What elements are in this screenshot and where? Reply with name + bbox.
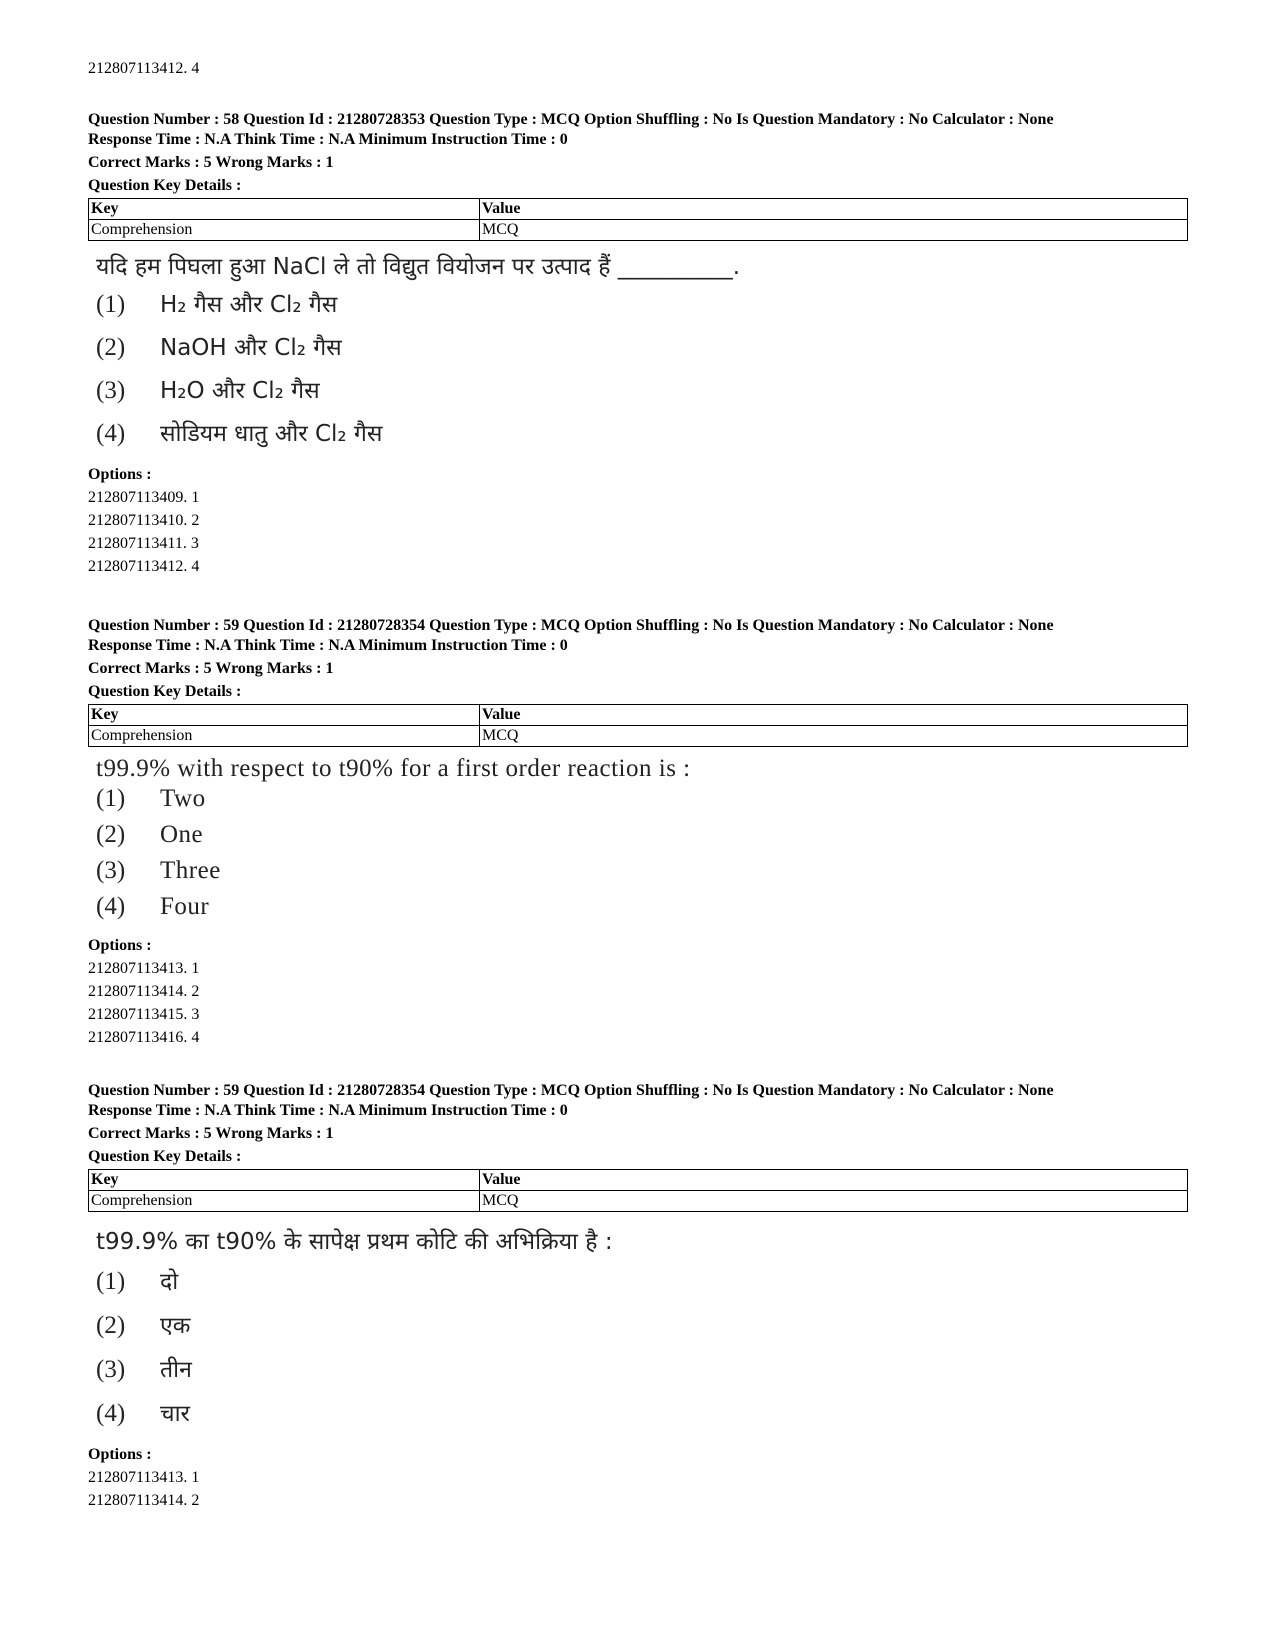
key-details-label: Question Key Details : bbox=[88, 177, 242, 194]
choice-text: One bbox=[160, 821, 204, 848]
option-id-line: 212807113412. 4 bbox=[88, 60, 200, 77]
choice-item bbox=[96, 1352, 1188, 1396]
choice-item bbox=[96, 785, 1188, 821]
question-meta-line1: Question Number : 58 Question Id : 21280728353 Question Type : MCQ Option Shuffling : No Is Question Mandatory : No Calculator : None bbox=[88, 111, 1054, 128]
option-id: 212807113413. 1 bbox=[88, 1469, 200, 1486]
question-text: t99.9% का t90% के सापेक्ष प्रथम कोटि की अभिक्रिया है : bbox=[96, 1229, 613, 1255]
options-label: Options : bbox=[88, 937, 152, 954]
table-header-row bbox=[89, 199, 1188, 220]
choice-text: Three bbox=[160, 857, 221, 884]
table-header-row bbox=[89, 705, 1188, 726]
option-id: 212807113412. 4 bbox=[88, 558, 200, 575]
marks-line: Correct Marks : 5 Wrong Marks : 1 bbox=[88, 1125, 334, 1142]
question-meta-line2: Response Time : N.A Think Time : N.A Minimum Instruction Time : 0 bbox=[88, 637, 568, 654]
table-header-value: Value bbox=[480, 1170, 1188, 1191]
choice-item bbox=[96, 893, 1188, 927]
choice-number: (3) bbox=[96, 857, 126, 884]
question-meta-line2: Response Time : N.A Think Time : N.A Minimum Instruction Time : 0 bbox=[88, 1102, 568, 1119]
choice-number: (4) bbox=[96, 1400, 126, 1427]
table-cell-key: Comprehension bbox=[89, 1191, 480, 1212]
choice-text: सोडियम धातु और Cl₂ गैस bbox=[160, 421, 383, 447]
table-header-value: Value bbox=[480, 705, 1188, 726]
choice-number: (1) bbox=[96, 785, 126, 812]
choice-item bbox=[96, 1308, 1188, 1352]
choice-number: (4) bbox=[96, 420, 126, 447]
choice-number: (4) bbox=[96, 893, 126, 920]
choice-number: (3) bbox=[96, 377, 126, 404]
question-meta-line1: Question Number : 59 Question Id : 21280728354 Question Type : MCQ Option Shuffling : No Is Question Mandatory : No Calculator : None bbox=[88, 617, 1054, 634]
choice-item bbox=[96, 330, 1188, 373]
choice-number: (1) bbox=[96, 291, 126, 318]
options-label: Options : bbox=[88, 1446, 152, 1463]
choice-number: (2) bbox=[96, 1312, 126, 1339]
choice-text: H₂ गैस और Cl₂ गैस bbox=[160, 292, 338, 318]
choice-item bbox=[96, 857, 1188, 893]
choice-text: Four bbox=[160, 893, 210, 920]
choice-text: H₂O और Cl₂ गैस bbox=[160, 378, 320, 404]
key-details-label: Question Key Details : bbox=[88, 1148, 242, 1165]
table-header-key: Key bbox=[89, 1170, 480, 1191]
choice-item bbox=[96, 1264, 1188, 1308]
option-id: 212807113416. 4 bbox=[88, 1029, 200, 1046]
table-row bbox=[89, 220, 1188, 241]
table-header-value: Value bbox=[480, 199, 1188, 220]
question-block-59-en bbox=[88, 616, 1188, 1049]
table-cell-value: MCQ bbox=[480, 1191, 1188, 1212]
table-header-key: Key bbox=[89, 199, 480, 220]
choice-item bbox=[96, 821, 1188, 857]
option-id: 212807113415. 3 bbox=[88, 1006, 200, 1023]
key-details-label: Question Key Details : bbox=[88, 683, 242, 700]
option-id: 212807113414. 2 bbox=[88, 983, 200, 1000]
choice-number: (1) bbox=[96, 1268, 126, 1295]
table-cell-key: Comprehension bbox=[89, 220, 480, 241]
question-block-58 bbox=[88, 110, 1188, 578]
table-cell-value: MCQ bbox=[480, 220, 1188, 241]
table-row bbox=[89, 1191, 1188, 1212]
choice-number: (3) bbox=[96, 1356, 126, 1383]
question-meta-line1: Question Number : 59 Question Id : 21280728354 Question Type : MCQ Option Shuffling : No Is Question Mandatory : No Calculator : None bbox=[88, 1082, 1054, 1099]
key-details-table bbox=[88, 704, 1188, 747]
choice-text: Two bbox=[160, 785, 206, 812]
table-row bbox=[89, 726, 1188, 747]
key-details-table bbox=[88, 198, 1188, 241]
table-cell-key: Comprehension bbox=[89, 726, 480, 747]
choice-text: तीन bbox=[160, 1357, 192, 1383]
choice-text: एक bbox=[160, 1313, 191, 1339]
question-text: t99.9% with respect to t90% for a first order reaction is : bbox=[96, 755, 691, 782]
option-id: 212807113413. 1 bbox=[88, 960, 200, 977]
option-id: 212807113414. 2 bbox=[88, 1492, 200, 1509]
choice-item bbox=[96, 373, 1188, 416]
question-block-59-hi bbox=[88, 1081, 1188, 1512]
marks-line: Correct Marks : 5 Wrong Marks : 1 bbox=[88, 154, 334, 171]
question-meta-line2: Response Time : N.A Think Time : N.A Minimum Instruction Time : 0 bbox=[88, 131, 568, 148]
choice-number: (2) bbox=[96, 334, 126, 361]
choice-text: दो bbox=[160, 1269, 179, 1295]
choice-item bbox=[96, 1396, 1188, 1436]
marks-line: Correct Marks : 5 Wrong Marks : 1 bbox=[88, 660, 334, 677]
option-id: 212807113410. 2 bbox=[88, 512, 200, 529]
table-cell-value: MCQ bbox=[480, 726, 1188, 747]
choice-text: NaOH और Cl₂ गैस bbox=[160, 335, 342, 361]
choice-number: (2) bbox=[96, 821, 126, 848]
option-id: 212807113409. 1 bbox=[88, 489, 200, 506]
question-text: यदि हम पिघला हुआ NaCl ले तो विद्युत वियोजन पर उत्पाद हैं __________. bbox=[96, 254, 741, 280]
choice-item bbox=[96, 287, 1188, 330]
choice-item bbox=[96, 416, 1188, 456]
choice-text: चार bbox=[160, 1401, 190, 1427]
options-label: Options : bbox=[88, 466, 152, 483]
option-id: 212807113411. 3 bbox=[88, 535, 199, 552]
table-header-row bbox=[89, 1170, 1188, 1191]
key-details-table bbox=[88, 1169, 1188, 1212]
table-header-key: Key bbox=[89, 705, 480, 726]
